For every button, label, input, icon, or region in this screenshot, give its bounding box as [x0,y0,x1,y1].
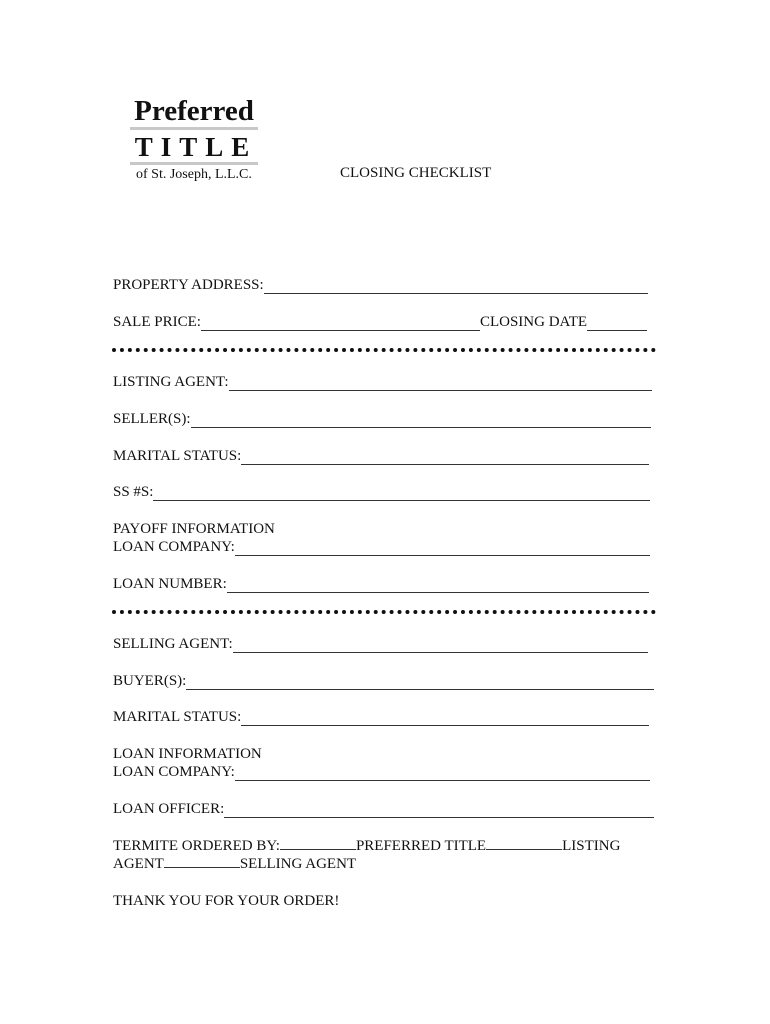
selling-agent-row [113,635,648,653]
buyer-loan-company-row [113,763,650,781]
section-divider [112,348,656,352]
closing-date-field[interactable] [587,316,647,331]
loan-info-heading: LOAN INFORMATION [113,746,262,762]
sellers-field[interactable] [191,413,651,428]
termite-listing-agent-blank[interactable] [486,837,562,850]
seller-marital-status-label: MARITAL STATUS: [113,448,242,464]
buyer-marital-status-row [113,708,649,726]
termite-selling-agent-blank[interactable] [164,855,240,868]
seller-marital-status-field[interactable] [241,450,649,465]
property-address-row [113,276,648,294]
logo-line-title: TITLE [130,132,258,165]
property-address-label: PROPERTY ADDRESS: [113,277,264,293]
buyers-row [113,672,654,690]
payoff-loan-company-field[interactable] [235,541,650,556]
termite-option-selling-agent: SELLING AGENT [239,856,357,872]
buyer-marital-status-label: MARITAL STATUS: [113,709,242,725]
sale-price-label: SALE PRICE: [113,314,201,330]
company-logo [130,96,270,184]
termite-option-listing-agent: LISTING AGENT [113,838,621,872]
termite-ordered-by [113,837,643,873]
sale-price-field[interactable] [201,316,480,331]
ss-number-label: SS #S: [113,484,154,500]
payoff-heading: PAYOFF INFORMATION [113,521,275,537]
logo-subtitle: of St. Joseph, L.L.C. [136,167,252,182]
loan-number-label: LOAN NUMBER: [113,576,227,592]
termite-ordered-by-label: TERMITE ORDERED BY: [113,838,280,854]
buyer-marital-status-field[interactable] [241,711,649,726]
thank-you-note: THANK YOU FOR YOUR ORDER! [113,893,340,909]
listing-agent-field[interactable] [229,376,652,391]
seller-marital-status-row [113,447,649,465]
selling-agent-field[interactable] [233,638,648,653]
payoff-loan-company-row [113,538,650,556]
sale-price-row [113,313,647,331]
logo-line-preferred: Preferred [130,96,258,130]
loan-number-row [113,575,649,593]
buyers-label: BUYER(S): [113,673,187,689]
property-address-field[interactable] [264,279,648,294]
loan-number-field[interactable] [227,578,649,593]
listing-agent-row [113,373,652,391]
loan-officer-label: LOAN OFFICER: [113,801,225,817]
selling-agent-label: SELLING AGENT: [113,636,233,652]
ss-number-row [113,483,650,501]
listing-agent-label: LISTING AGENT: [113,374,229,390]
sellers-label: SELLER(S): [113,411,191,427]
termite-option-preferred-title: PREFERRED TITLE [355,838,487,854]
payoff-loan-company-label: LOAN COMPANY: [113,539,235,555]
closing-date-label: CLOSING DATE [479,314,588,330]
section-divider [112,610,656,614]
loan-officer-field[interactable] [224,803,654,818]
ss-number-field[interactable] [153,486,650,501]
buyer-loan-company-label: LOAN COMPANY: [113,764,235,780]
buyers-field[interactable] [186,675,654,690]
loan-officer-row [113,800,654,818]
buyer-loan-company-field[interactable] [235,766,650,781]
document-title: CLOSING CHECKLIST [340,165,492,181]
sellers-row [113,410,651,428]
termite-preferred-title-blank[interactable] [280,837,356,850]
